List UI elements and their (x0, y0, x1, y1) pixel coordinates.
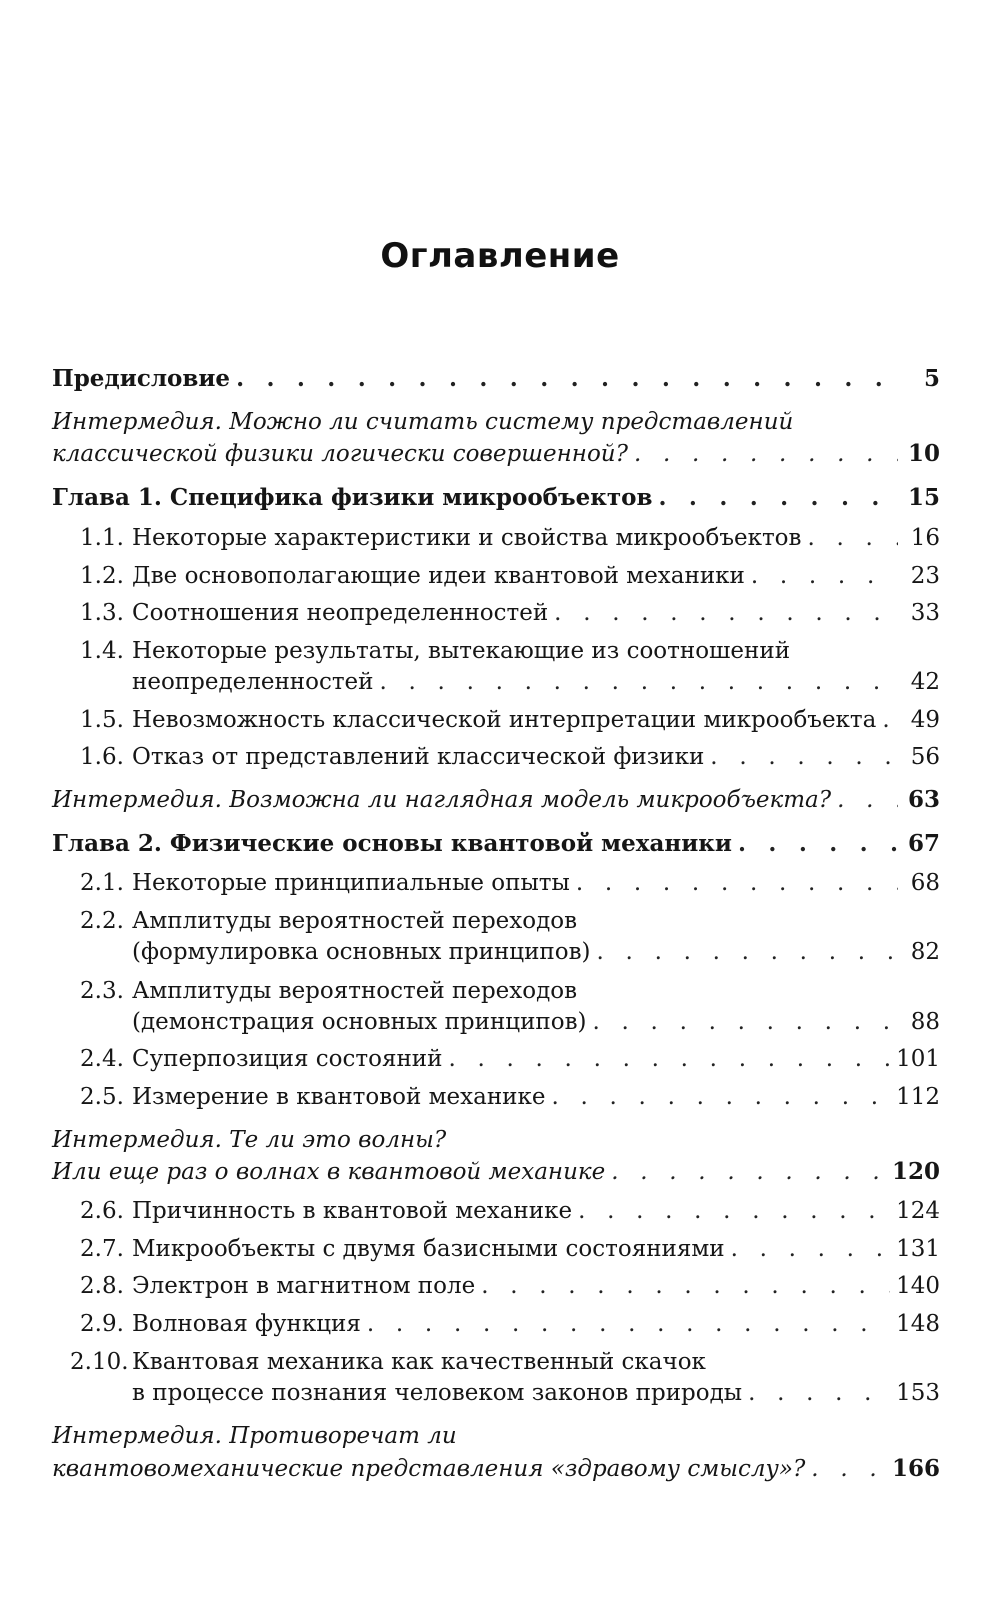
toc-entry-chapter-1[interactable] (52, 483, 940, 513)
entry-label: квантовомеханические представления «здравому смыслу»? (52, 1456, 806, 1482)
section-number: 2.3. (80, 978, 124, 1004)
toc-entry-section[interactable] (80, 1044, 940, 1074)
entry-label: Измерение в квантовой механике (132, 1084, 546, 1110)
toc-entry-section[interactable] (80, 1234, 940, 1264)
toc-entry-section-cont[interactable] (70, 1378, 940, 1408)
toc-entry-interlude-1[interactable] (52, 407, 940, 437)
dot-leader (710, 742, 898, 772)
dot-leader (807, 523, 898, 553)
page-number: 124 (896, 1198, 940, 1224)
toc-entry-section[interactable] (80, 523, 940, 553)
section-number: 2.10. (70, 1349, 129, 1375)
entry-label: (демонстрация основных принципов) (132, 1009, 587, 1035)
page-number: 15 (907, 484, 940, 511)
dot-leader (731, 1234, 891, 1264)
toc-entry-section-cont[interactable] (80, 1007, 940, 1037)
section-number: 1.6. (80, 744, 124, 770)
dot-leader (367, 1309, 890, 1339)
toc-entry-section[interactable] (80, 598, 940, 628)
entry-label: Глава 2. Физические основы квантовой механики (52, 830, 732, 857)
entry-label: Предисловие (52, 365, 231, 392)
page-number: 68 (910, 870, 940, 896)
toc-entry-section[interactable] (80, 561, 940, 591)
dot-leader (837, 785, 898, 815)
page-number: 101 (896, 1046, 940, 1072)
entry-label: Микрообъекты с двумя базисными состояниями (132, 1236, 725, 1262)
dot-leader (658, 483, 898, 513)
section-number: 2.5. (80, 1084, 124, 1110)
section-number: 2.6. (80, 1198, 124, 1224)
page-number: 112 (896, 1084, 940, 1110)
entry-label: Интермедия. Возможна ли наглядная модель микрообъекта? (52, 787, 832, 813)
section-number: 2.2. (80, 908, 124, 934)
entry-label: Интермедия. Те ли это волны? (52, 1127, 447, 1153)
toc-entry-section[interactable] (80, 868, 940, 898)
page-number: 82 (910, 939, 940, 965)
page-title: Оглавление (380, 236, 620, 276)
page-number: 63 (907, 786, 940, 813)
toc-entry-section[interactable] (80, 636, 940, 666)
dot-leader (611, 1157, 886, 1187)
dot-leader (551, 1082, 890, 1112)
entry-label: Или еще раз о волнах в квантовой механике (52, 1159, 606, 1185)
page-number: 42 (910, 669, 940, 695)
entry-label: Причинность в квантовой механике (132, 1198, 573, 1224)
section-number: 2.1. (80, 870, 124, 896)
page-number: 148 (896, 1311, 940, 1337)
entry-label: Электрон в магнитном поле (132, 1273, 476, 1299)
entry-label: Некоторые принципиальные опыты (132, 870, 570, 896)
section-number: 2.8. (80, 1273, 124, 1299)
section-number: 1.2. (80, 563, 124, 589)
page-number: 33 (910, 600, 940, 626)
toc-entry-section[interactable] (80, 742, 940, 772)
entry-label: Невозможность классической интерпретации микрообъекта (132, 707, 877, 733)
page-number: 153 (896, 1380, 940, 1406)
entry-label: Волновая функция (132, 1311, 361, 1337)
entry-label: Некоторые результаты, вытекающие из соотношений (132, 638, 791, 664)
dot-leader (380, 667, 899, 697)
toc-entry-section[interactable] (80, 1196, 940, 1226)
dot-leader (597, 937, 898, 967)
entry-label: Интермедия. Можно ли считать систему представлений (52, 409, 794, 435)
dot-leader (593, 1007, 899, 1037)
toc-entry-preface[interactable] (52, 364, 940, 394)
toc-entry-interlude-1-cont[interactable] (52, 439, 940, 469)
page-number: 67 (907, 830, 940, 857)
toc-entry-section[interactable] (80, 1271, 940, 1301)
toc-entry-section-cont[interactable] (80, 937, 940, 967)
page-number: 88 (910, 1009, 940, 1035)
dot-leader (554, 598, 898, 628)
dot-leader (481, 1271, 890, 1301)
dot-leader (236, 364, 898, 394)
dot-leader (448, 1044, 890, 1074)
entry-label: классической физики логически совершенной? (52, 441, 628, 467)
section-number: 2.4. (80, 1046, 124, 1072)
section-number: 1.5. (80, 707, 124, 733)
entry-label: в процессе познания человеком законов природы (132, 1380, 743, 1406)
section-number: 1.1. (80, 525, 124, 551)
entry-label: Квантовая механика как качественный скачок (132, 1349, 706, 1375)
toc-entry-section[interactable] (80, 976, 940, 1006)
toc-entry-section[interactable] (80, 906, 940, 936)
entry-label: Соотношения неопределенностей (132, 600, 549, 626)
toc-entry-section-cont[interactable] (80, 667, 940, 697)
toc-entry-interlude-4-cont[interactable] (52, 1454, 940, 1484)
page-number: 131 (896, 1236, 940, 1262)
dot-leader (748, 1378, 890, 1408)
toc-entry-interlude-4[interactable] (52, 1421, 940, 1451)
entry-label: Интермедия. Противоречат ли (52, 1423, 457, 1449)
toc-entry-section[interactable] (70, 1347, 940, 1377)
toc-entry-interlude-3-cont[interactable] (52, 1157, 940, 1187)
entry-label: Некоторые характеристики и свойства микрообъектов (132, 525, 802, 551)
section-number: 1.4. (80, 638, 124, 664)
toc-entry-section[interactable] (80, 1309, 940, 1339)
page-number: 16 (910, 525, 940, 551)
toc-entry-section[interactable] (80, 705, 940, 735)
section-number: 1.3. (80, 600, 124, 626)
entry-label: Амплитуды вероятностей переходов (132, 978, 578, 1004)
dot-leader (811, 1454, 886, 1484)
toc-entry-interlude-2[interactable] (52, 785, 940, 815)
dot-leader (882, 705, 898, 735)
entry-label: (формулировка основных принципов) (132, 939, 591, 965)
section-number: 2.9. (80, 1311, 124, 1337)
page-number: 49 (910, 707, 940, 733)
page-number: 166 (891, 1455, 940, 1482)
dot-leader (576, 868, 898, 898)
section-number: 2.7. (80, 1236, 124, 1262)
dot-leader (634, 439, 898, 469)
toc-entry-chapter-2[interactable] (52, 829, 940, 859)
page-number: 10 (907, 440, 940, 467)
entry-label: Отказ от представлений классической физики (132, 744, 705, 770)
page-number: 140 (896, 1273, 940, 1299)
entry-label: Амплитуды вероятностей переходов (132, 908, 578, 934)
entry-label: Две основополагающие идеи квантовой механики (132, 563, 745, 589)
page-number: 23 (910, 563, 940, 589)
toc-entry-section[interactable] (80, 1082, 940, 1112)
dot-leader (738, 829, 898, 859)
page-number: 120 (891, 1158, 940, 1185)
dot-leader (751, 561, 898, 591)
page-number: 56 (910, 744, 940, 770)
entry-label: Суперпозиция состояний (132, 1046, 443, 1072)
entry-label: неопределенностей (132, 669, 374, 695)
page-number: 5 (923, 365, 940, 392)
toc-entry-interlude-3[interactable] (52, 1125, 940, 1155)
dot-leader (578, 1196, 890, 1226)
entry-label: Глава 1. Специфика физики микрообъектов (52, 484, 653, 511)
